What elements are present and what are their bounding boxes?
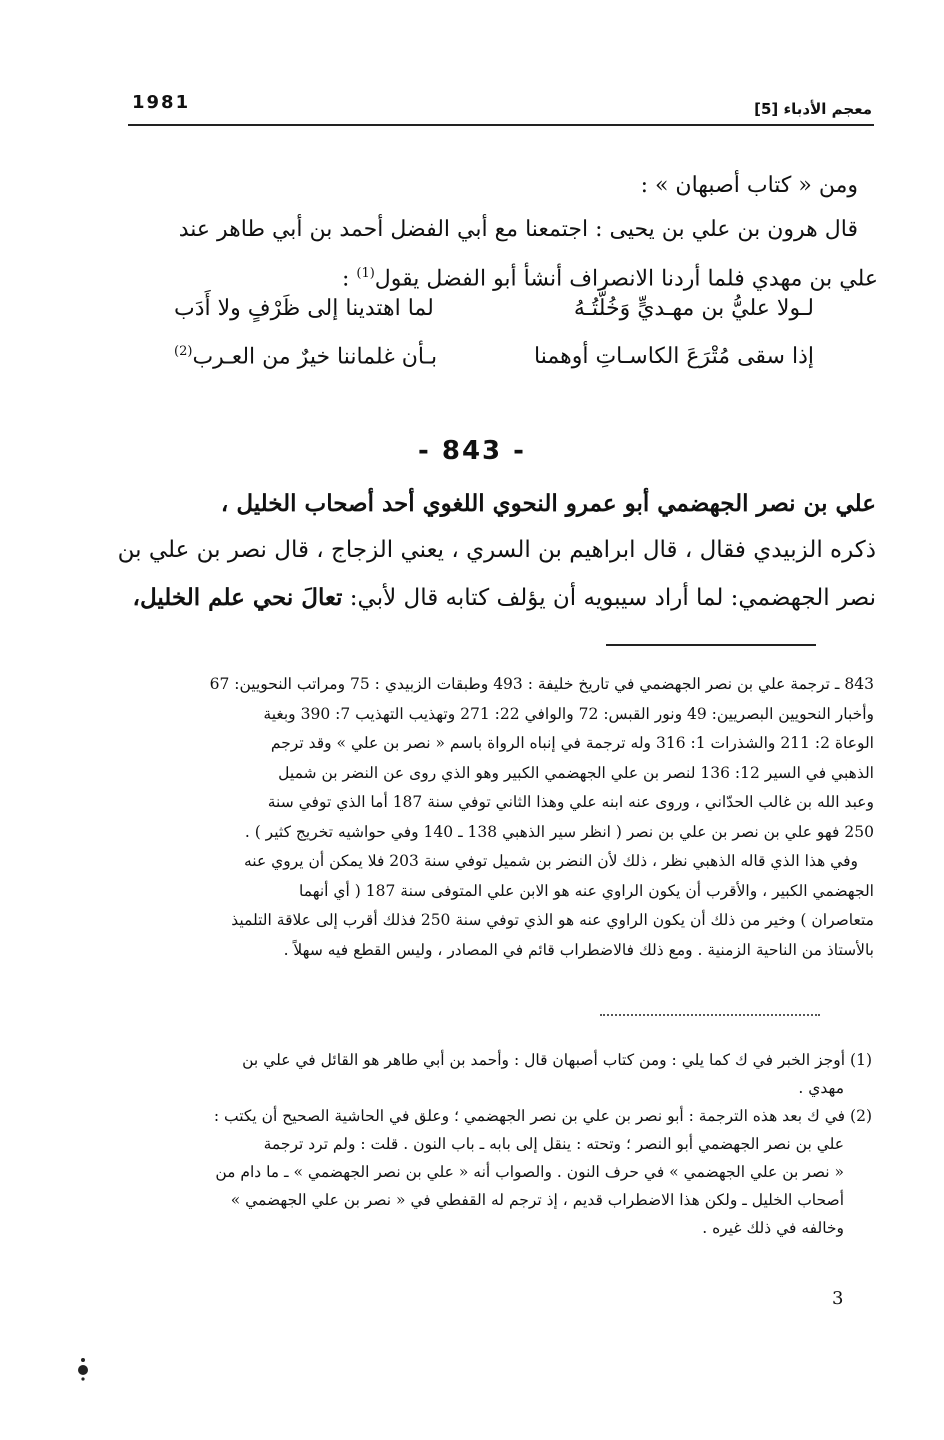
note-line: الذهبي في السير 12: 136 لنصر بن علي الجهضمي الكبير وهو الذي روى عن النضر بن شميل (278, 763, 874, 782)
verse-line (174, 296, 814, 344)
footnote-2: (2) في ك بعد هذه الترجمة : أبو نصر بن علي بن نصر الجهضمي ؛ وعلق في الحاشية الصحيح أن يكتب : (213, 1107, 872, 1125)
note-line: بالأستاذ من الناحية الزمنية . ومع ذلك فالاضطراب قائم في المصادر ، وليس القطع فيه سهلاً . (283, 940, 874, 959)
header-rule (128, 124, 874, 126)
note-line: 250 فهو علي بن نصر بن علي بن نصر ( انظر سير الذهبي 138 ـ 140 وفي حواشيه تخريج كثير ) . (244, 822, 874, 841)
intro-line-1: ومن « كتاب أصبهان » : (640, 173, 858, 198)
note-line: وأخبار النحويين البصريين: 49 ونور القبس: 72 والوافي 22: 271 وتهذيب التهذيب 7: 390 وبغية (263, 704, 874, 723)
footnote-2-cont: علي بن نصر الجهضمي أبو النصر ؛ وتحته : ينقل إلى بابه ـ باب النون . قلت : ولم ترد ترجمة (263, 1135, 844, 1153)
note-line: وعبد الله بن غالب الحدّاني ، وروى عنه ابنه علي وهذا الثاني توفي سنة 187 أما الذي توفي سنة (267, 793, 874, 811)
verse-hemistich-first: لـولا عليُّ بن مهـديٍّ وَخُلَّتُـهُ (573, 296, 814, 321)
entry-line-3: نصر الجهضمي: لما أراد سيبويه أن يؤلف كتابه قال لأبي: تعالَ نحي علم الخليل، (132, 584, 876, 611)
entry-body (116, 480, 876, 622)
entry-line-2: ذكره الزبيدي فقال ، قال ابراهيم بن السري ، يعني الزجاج ، قال نصر بن علي بن (117, 537, 876, 563)
footnote-2-cont: « نصر بن علي الجهضمي » في حرف النون . والصواب أنه « علي بن نصر الجهضمي » ـ ما دام من (215, 1163, 844, 1181)
footnote-2-cont: أصحاب الخليل ـ ولكن هذا الاضطراب قديم ، إذ ترجم له القفطي في « نصر بن علي الجهضمي » (230, 1191, 844, 1209)
verse-hemistich-first: إذا سقى مُتْرَعَ الكاسـاتِ أوهمنا (534, 344, 814, 369)
note-line: متعاصران ) وخير من ذلك أن يكون الراوي عنه هو الذي توفي سنة 250 فذلك أقرب إلى علاقة التلميذ (231, 911, 874, 929)
verse-hemistich-second: لما اهتدينا إلى ظَرْفٍ ولا أَدَب (174, 296, 434, 321)
page-number-top: 1981 (132, 92, 191, 113)
footnote-ref-1: (1) (356, 266, 375, 281)
verse-line (174, 344, 814, 392)
footnote-1: (1) أوجز الخبر في ك كما يلي : ومن كتاب أصبهان قال : وأحمد بن أبي طاهر هو القائل في علي بن (242, 1051, 872, 1069)
footnote-1-cont: مهدي . (798, 1079, 844, 1097)
ornament-icon (74, 1356, 92, 1382)
footnote-2-cont: وخالفه في ذلك غيره . (702, 1219, 844, 1237)
note-line: 843 ـ ترجمة علي بن نصر الجهضمي في تاريخ خليفة : 493 وطبقات الزبيدي : 75 ومراتب النحويين: 67 (209, 675, 874, 693)
entry-title-line: علي بن نصر الجهضمي أبو عمرو النحوي اللغوي أحد أصحاب الخليل ، (220, 490, 876, 517)
intro-line-2: قال هرون بن علي بن يحيى : اجتمعنا مع أبي الفضل أحمد بن أبي طاهر عند (178, 217, 858, 242)
note-line: الوعاة 2: 211 والشذرات 1: 316 وله ترجمة في إنباه الرواة باسم « نصر بن علي » وقد ترجم (270, 734, 874, 752)
page-index: 3 (832, 1288, 844, 1309)
entry-number: - 843 - (418, 436, 526, 466)
notes-separator (606, 644, 816, 646)
note-line: وفي هذا الذي قاله الذهبي نظر ، ذلك لأن النضر بن شميل توفي سنة 203 فلا يمكن أن يروي عنه (243, 852, 858, 870)
intro-block (88, 164, 878, 301)
editor-notes (124, 670, 874, 965)
verse-hemistich-second: بـأن غلماننا خيرٌ من العـرب$^{(2)}$ (174, 344, 438, 370)
verse-block (174, 296, 814, 392)
dotted-separator (600, 1014, 820, 1016)
footnote-ref-2: (2) (174, 344, 193, 359)
footnotes (112, 1046, 872, 1242)
intro-line-3: علي بن مهدي فلما أردنا الانصراف أنشأ أبو الفضل يقول$^{(1)}$ : (341, 266, 878, 292)
running-head: معجم الأدباء [5] (754, 100, 872, 118)
note-line: الجهضمي الكبير ، والأقرب أن يكون الراوي عنه هو الابن علي المتوفى سنة 187 ( أي أنهما (299, 881, 874, 900)
